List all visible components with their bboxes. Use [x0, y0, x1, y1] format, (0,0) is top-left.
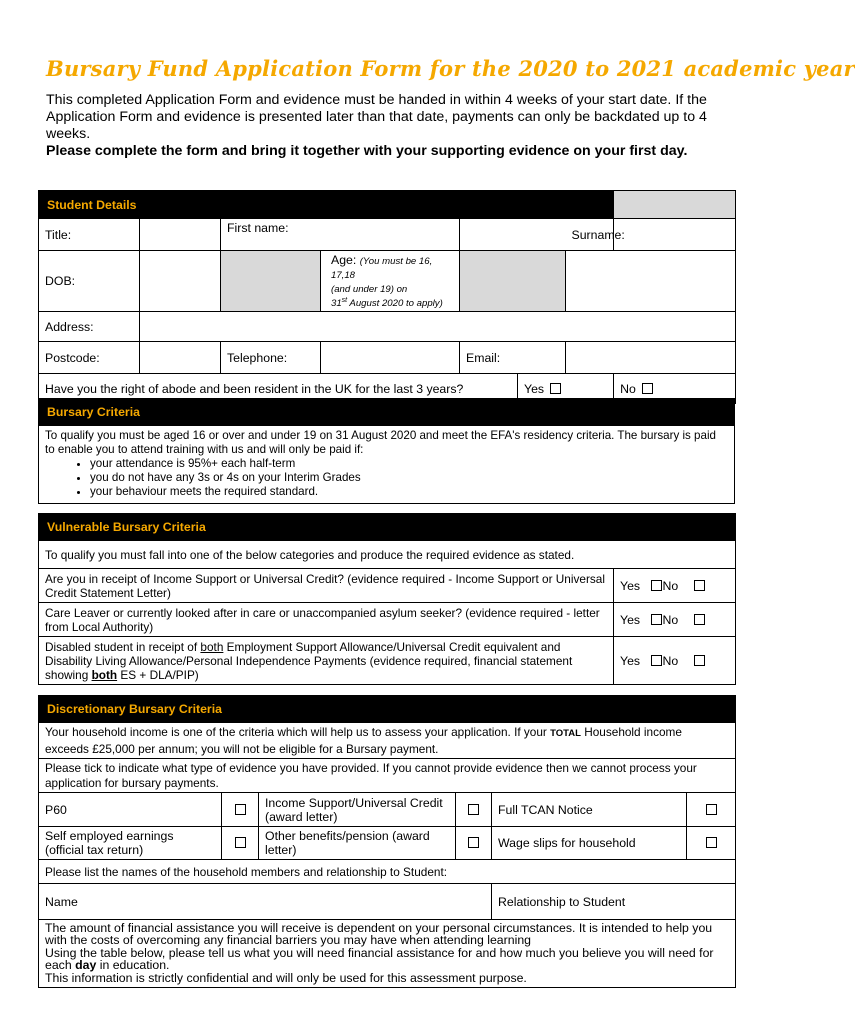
header-grey-cell	[614, 191, 736, 219]
abode-yes-checkbox[interactable]	[550, 383, 561, 394]
full-tcan-label: Full TCAN Notice	[492, 793, 687, 827]
name-label: Name	[39, 884, 492, 920]
q2-answer	[614, 603, 736, 637]
q1-answer	[614, 569, 736, 603]
vulnerable-q2: Care Leaver or currently looked after in care or unaccompanied asylum seeker? (evidence required - letter from Local Authority)	[39, 603, 614, 637]
address-label: Address:	[39, 312, 140, 342]
abode-no-label: No	[620, 381, 636, 396]
vulnerable-heading: Vulnerable Bursary Criteria	[39, 514, 736, 541]
intro-bold-paragraph: Please complete the form and bring it together with your supporting evidence on your first day.	[46, 143, 688, 159]
bursary-criteria-section	[38, 398, 735, 504]
discretionary-section	[38, 695, 735, 988]
household-prompt: Please list the names of the household members and relationship to Student:	[39, 860, 736, 884]
postcode-label: Postcode:	[39, 342, 140, 374]
bursary-criteria-text: To qualify you must be aged 16 or over and under 19 on 31 August 2020 and meet the EFA's residency criteria. The bursary is paid to enable you to attend training with us and will only be paid if:	[45, 429, 716, 456]
q3-no-label: No	[662, 653, 679, 668]
age-note-3: 31st August 2020 to apply)	[331, 297, 443, 310]
student-details-heading: Student Details	[39, 191, 614, 219]
telephone-field[interactable]	[321, 342, 460, 374]
q3-no-checkbox[interactable]	[694, 655, 705, 666]
age-note-1: (You must be 16, 17,18	[331, 256, 433, 281]
other-benefits-checkbox-cell[interactable]	[456, 827, 492, 860]
wage-slips-label: Wage slips for household	[492, 827, 687, 860]
age-note-2: (and under 19) on	[331, 284, 408, 295]
title-field[interactable]	[140, 219, 221, 251]
intro-text	[46, 92, 736, 160]
age-blank-cell	[566, 251, 736, 312]
p60-checkbox[interactable]	[235, 804, 246, 815]
surname-field[interactable]	[614, 219, 736, 251]
wage-slips-checkbox[interactable]	[706, 837, 717, 848]
bursary-criteria-list	[45, 457, 728, 499]
full-tcan-checkbox[interactable]	[706, 804, 717, 815]
p60-checkbox-cell[interactable]	[222, 793, 259, 827]
age-label-cell	[321, 251, 460, 312]
postcode-field[interactable]	[140, 342, 221, 374]
q2-no-label: No	[662, 612, 679, 627]
household-income-text: Your household income is one of the criteria which will help us to assess your application. If your TOTAL Household income exceeds £25,000 per annum; you will not be eligible for a Bursary payment.	[39, 723, 736, 759]
evidence-tick-text: Please tick to indicate what type of evidence you have provided. If you cannot provide evidence then we cannot process your application for bursary payments.	[39, 759, 736, 793]
income-support-label: Income Support/Universal Credit (award letter)	[259, 793, 456, 827]
q2-yes-checkbox[interactable]	[651, 614, 662, 625]
q2-no-checkbox[interactable]	[694, 614, 705, 625]
email-field[interactable]	[566, 342, 736, 374]
discretionary-heading: Discretionary Bursary Criteria	[39, 696, 736, 723]
address-field[interactable]	[140, 312, 736, 342]
surname-label: Surname:	[566, 219, 614, 251]
p60-label: P60	[39, 793, 222, 827]
student-details-section	[38, 190, 735, 404]
footer-note-3: This information is strictly confidential and will only be used for this assessment purpose.	[45, 970, 527, 985]
intro-paragraph: This completed Application Form and evidence must be handed in within 4 weeks of your start date. If the Application Form and evidence is presented later than that date, payments can only be backdated up to 4 weeks.	[46, 92, 707, 142]
relationship-label: Relationship to Student	[492, 884, 736, 920]
bursary-criteria-body	[39, 426, 735, 504]
criteria-bullet: • your attendance is 95%+ each half-term	[90, 457, 728, 471]
first-name-label: First name:	[221, 219, 460, 251]
telephone-label: Telephone:	[221, 342, 321, 374]
vulnerable-intro: To qualify you must fall into one of the below categories and produce the required evidence as stated.	[39, 541, 736, 569]
abode-question: Have you the right of abode and been resident in the UK for the last 3 years?	[39, 374, 518, 404]
financial-assistance-note	[39, 920, 736, 988]
age-label: Age:	[331, 253, 357, 267]
self-employed-checkbox-cell[interactable]	[222, 827, 259, 860]
footer-note-1: The amount of financial assistance you will receive is dependent on your personal circumstances. It is intended to help you with the costs of overcoming any financial barriers you may have when attending learning	[45, 921, 713, 948]
other-benefits-checkbox[interactable]	[468, 837, 479, 848]
other-benefits-label: Other benefits/pension (award letter)	[259, 827, 456, 860]
q1-no-label: No	[662, 578, 679, 593]
self-employed-label: Self employed earnings (official tax return)	[39, 827, 222, 860]
age-field[interactable]	[460, 251, 566, 312]
income-support-checkbox[interactable]	[468, 804, 479, 815]
self-employed-checkbox[interactable]	[235, 837, 246, 848]
q3-answer	[614, 637, 736, 685]
abode-no-checkbox[interactable]	[642, 383, 653, 394]
abode-yes-label: Yes	[524, 381, 545, 396]
vulnerable-q3: Disabled student in receipt of both Employment Support Allowance/Universal Credit equivalent and Disability Living Allowance/Personal Independence Payments (evidence required, financial statement showing both ES + DLA/PIP)	[39, 637, 614, 685]
first-name-field[interactable]	[460, 219, 566, 251]
email-label: Email:	[460, 342, 566, 374]
dob-label: DOB:	[39, 251, 140, 312]
form-title: Bursary Fund Application Form for the 2020 to 2021 academic year	[46, 56, 855, 81]
dob-grey-cell	[221, 251, 321, 312]
footer-note-2: Using the table below, please tell us what you will need financial assistance for and how much you believe you will need for each day in education.	[45, 945, 714, 973]
q2-yes-label: Yes	[620, 612, 641, 627]
q1-yes-label: Yes	[620, 578, 641, 593]
q3-yes-checkbox[interactable]	[651, 655, 662, 666]
criteria-bullet: • you do not have any 3s or 4s on your Interim Grades	[90, 471, 728, 485]
full-tcan-checkbox-cell[interactable]	[687, 793, 736, 827]
q1-no-checkbox[interactable]	[694, 580, 705, 591]
bursary-criteria-heading: Bursary Criteria	[39, 399, 735, 426]
income-support-checkbox-cell[interactable]	[456, 793, 492, 827]
q1-yes-checkbox[interactable]	[651, 580, 662, 591]
vulnerable-q1: Are you in receipt of Income Support or Universal Credit? (evidence required - Income Support or Universal Credit Statement Letter)	[39, 569, 614, 603]
q3-yes-label: Yes	[620, 653, 641, 668]
title-label: Title:	[39, 219, 140, 251]
vulnerable-section	[38, 513, 735, 685]
criteria-bullet: • your behaviour meets the required standard.	[90, 485, 728, 499]
wage-slips-checkbox-cell[interactable]	[687, 827, 736, 860]
dob-field[interactable]	[140, 251, 221, 312]
